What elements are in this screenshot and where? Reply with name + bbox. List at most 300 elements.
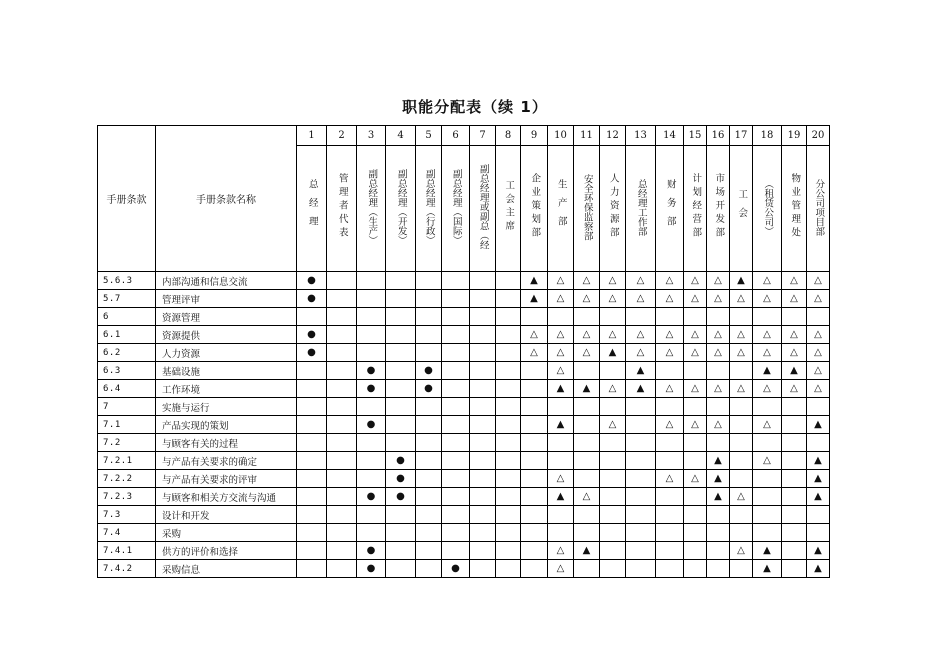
column-number: 4 [386, 126, 416, 146]
clause-name: 资源提供 [156, 326, 297, 344]
responsibility-mark [496, 344, 521, 362]
department-header [496, 146, 521, 272]
responsibility-mark: △ [684, 380, 707, 398]
responsibility-mark [782, 560, 807, 578]
responsibility-mark [600, 488, 626, 506]
responsibility-mark [442, 542, 470, 560]
responsibility-mark [730, 452, 753, 470]
responsibility-mark [442, 308, 470, 326]
responsibility-mark [707, 542, 730, 560]
responsibility-mark: △ [656, 290, 684, 308]
responsibility-mark [496, 362, 521, 380]
responsibility-mark [600, 524, 626, 542]
column-number: 1 [297, 126, 327, 146]
responsibility-mark [416, 416, 442, 434]
responsibility-mark [521, 452, 548, 470]
responsibility-mark [442, 344, 470, 362]
responsibility-mark [386, 344, 416, 362]
responsibility-mark [684, 362, 707, 380]
responsibility-mark: △ [600, 290, 626, 308]
responsibility-mark [357, 398, 386, 416]
responsibility-mark [442, 470, 470, 488]
responsibility-mark [442, 452, 470, 470]
responsibility-mark [684, 524, 707, 542]
responsibility-mark: △ [656, 380, 684, 398]
responsibility-mark [470, 344, 496, 362]
responsibility-mark [297, 560, 327, 578]
responsibility-mark [521, 362, 548, 380]
responsibility-mark [574, 506, 600, 524]
column-number: 12 [600, 126, 626, 146]
clause-code: 7 [98, 398, 156, 416]
department-header [753, 146, 782, 272]
table-row [98, 362, 830, 380]
clause-code: 6 [98, 308, 156, 326]
responsibility-mark: △ [600, 380, 626, 398]
responsibility-mark [327, 470, 357, 488]
responsibility-mark: △ [684, 290, 707, 308]
responsibility-mark [327, 542, 357, 560]
responsibility-mark: △ [656, 326, 684, 344]
responsibility-mark [416, 506, 442, 524]
responsibility-mark [470, 488, 496, 506]
responsibility-mark: ▲ [626, 362, 656, 380]
responsibility-mark [496, 434, 521, 452]
responsibility-mark [496, 452, 521, 470]
responsibility-mark: △ [684, 326, 707, 344]
column-number: 10 [548, 126, 574, 146]
responsibility-mark [753, 398, 782, 416]
responsibility-mark: △ [807, 362, 830, 380]
responsibility-mark [782, 416, 807, 434]
responsibility-mark [496, 326, 521, 344]
responsibility-mark: △ [730, 380, 753, 398]
responsibility-mark [416, 290, 442, 308]
responsibility-mark: △ [548, 542, 574, 560]
responsibility-mark: △ [730, 344, 753, 362]
responsibility-mark [327, 398, 357, 416]
responsibility-mark: △ [782, 344, 807, 362]
responsibility-mark [574, 416, 600, 434]
responsibility-mark [386, 308, 416, 326]
responsibility-mark [416, 470, 442, 488]
responsibility-mark [442, 488, 470, 506]
responsibility-mark [470, 290, 496, 308]
department-label: 工会主席 [503, 180, 515, 234]
clause-code: 7.2.1 [98, 452, 156, 470]
responsibility-mark: ● [297, 344, 327, 362]
responsibility-mark: △ [782, 290, 807, 308]
responsibility-mark [470, 452, 496, 470]
column-number: 15 [684, 126, 707, 146]
department-header [327, 146, 357, 272]
responsibility-mark [707, 506, 730, 524]
responsibility-mark: △ [707, 326, 730, 344]
department-header [600, 146, 626, 272]
responsibility-mark: △ [807, 326, 830, 344]
responsibility-mark: ▲ [707, 452, 730, 470]
responsibility-mark [753, 434, 782, 452]
responsibility-mark: △ [574, 326, 600, 344]
responsibility-mark [656, 506, 684, 524]
responsibility-mark [684, 308, 707, 326]
responsibility-mark [574, 434, 600, 452]
responsibility-mark [574, 560, 600, 578]
responsibility-mark [684, 452, 707, 470]
department-header [297, 146, 327, 272]
responsibility-mark [730, 524, 753, 542]
column-number: 18 [753, 126, 782, 146]
responsibility-mark [386, 434, 416, 452]
responsibility-mark [386, 290, 416, 308]
responsibility-mark [521, 488, 548, 506]
responsibility-mark [684, 560, 707, 578]
responsibility-mark: △ [600, 272, 626, 290]
responsibility-mark [548, 308, 574, 326]
responsibility-mark [684, 488, 707, 506]
responsibility-mark [357, 452, 386, 470]
responsibility-mark [730, 560, 753, 578]
responsibility-mark [707, 560, 730, 578]
responsibility-mark [626, 452, 656, 470]
department-label: （租赁公司） [762, 178, 774, 236]
responsibility-mark [297, 452, 327, 470]
clause-code: 6.3 [98, 362, 156, 380]
responsibility-mark [626, 560, 656, 578]
responsibility-mark: ● [386, 452, 416, 470]
responsibility-mark: △ [730, 488, 753, 506]
responsibility-mark [684, 398, 707, 416]
responsibility-mark [496, 290, 521, 308]
column-number: 3 [357, 126, 386, 146]
responsibility-mark [442, 434, 470, 452]
responsibility-mark [442, 272, 470, 290]
responsibility-mark [470, 362, 496, 380]
responsibility-mark: ● [357, 488, 386, 506]
responsibility-mark [416, 560, 442, 578]
clause-code: 5.6.3 [98, 272, 156, 290]
responsibility-mark [470, 326, 496, 344]
responsibility-mark [626, 308, 656, 326]
table-row [98, 506, 830, 524]
responsibility-mark [496, 416, 521, 434]
responsibility-mark [521, 416, 548, 434]
responsibility-mark [416, 542, 442, 560]
responsibility-mark: △ [626, 326, 656, 344]
responsibility-mark [807, 308, 830, 326]
responsibility-mark [386, 524, 416, 542]
responsibility-mark: △ [574, 488, 600, 506]
responsibility-mark [707, 398, 730, 416]
clause-name: 与产品有关要求的评审 [156, 470, 297, 488]
responsibility-mark: △ [600, 416, 626, 434]
responsibility-mark [656, 362, 684, 380]
responsibility-mark [707, 524, 730, 542]
responsibility-mark [600, 434, 626, 452]
responsibility-mark [357, 524, 386, 542]
responsibility-mark: ● [442, 560, 470, 578]
clause-name: 资源管理 [156, 308, 297, 326]
responsibility-mark [416, 326, 442, 344]
responsibility-mark [626, 488, 656, 506]
responsibility-mark [327, 344, 357, 362]
column-number: 19 [782, 126, 807, 146]
responsibility-mark: △ [656, 470, 684, 488]
table-row [98, 542, 830, 560]
table-row [98, 272, 830, 290]
responsibility-mark [782, 434, 807, 452]
clause-code: 7.2.3 [98, 488, 156, 506]
responsibility-mark: △ [656, 344, 684, 362]
responsibility-mark [327, 452, 357, 470]
clause-code: 5.7 [98, 290, 156, 308]
department-label: 副总经理（开发） [395, 169, 407, 245]
clause-name: 管理评审 [156, 290, 297, 308]
responsibility-mark [521, 308, 548, 326]
responsibility-mark [357, 470, 386, 488]
department-label: 企业策划部 [529, 173, 541, 241]
responsibility-mark: △ [782, 326, 807, 344]
department-label: 副总经理或副总（经 [477, 164, 489, 250]
department-label: 安全环保监察部 [581, 173, 593, 241]
department-header [416, 146, 442, 272]
table-row [98, 434, 830, 452]
responsibility-mark: △ [730, 290, 753, 308]
responsibility-mark [753, 488, 782, 506]
responsibility-mark: △ [807, 290, 830, 308]
responsibility-mark [600, 560, 626, 578]
responsibility-mark [470, 272, 496, 290]
responsibility-mark: △ [626, 290, 656, 308]
responsibility-mark: △ [548, 344, 574, 362]
responsibility-mark [386, 326, 416, 344]
responsibility-mark [600, 506, 626, 524]
clause-name: 工作环境 [156, 380, 297, 398]
responsibility-mark: △ [707, 272, 730, 290]
responsibility-mark [684, 434, 707, 452]
responsibility-mark [496, 470, 521, 488]
responsibility-mark [297, 434, 327, 452]
responsibility-mark [327, 506, 357, 524]
department-header [357, 146, 386, 272]
responsibility-mark [626, 470, 656, 488]
responsibility-mark [521, 470, 548, 488]
responsibility-mark: △ [521, 326, 548, 344]
department-label: 副总经理（生产） [366, 169, 378, 245]
responsibility-mark [470, 524, 496, 542]
responsibility-mark [386, 416, 416, 434]
responsibility-mark: △ [753, 290, 782, 308]
responsibility-mark: ▲ [600, 344, 626, 362]
responsibility-mark [753, 308, 782, 326]
clause-name: 人力资源 [156, 344, 297, 362]
responsibility-mark [684, 542, 707, 560]
responsibility-mark [807, 434, 830, 452]
responsibility-mark: ▲ [626, 380, 656, 398]
responsibility-mark: △ [626, 272, 656, 290]
department-header [548, 146, 574, 272]
table-row [98, 524, 830, 542]
table-row [98, 380, 830, 398]
responsibility-mark [442, 398, 470, 416]
responsibility-mark [442, 362, 470, 380]
responsibility-mark [327, 416, 357, 434]
responsibility-mark [548, 524, 574, 542]
clause-code: 6.4 [98, 380, 156, 398]
responsibility-mark [656, 524, 684, 542]
responsibility-mark: △ [548, 362, 574, 380]
responsibility-mark [327, 308, 357, 326]
responsibility-mark [496, 524, 521, 542]
clause-name: 采购 [156, 524, 297, 542]
clause-name: 实施与运行 [156, 398, 297, 416]
responsibility-mark [548, 434, 574, 452]
clause-name: 基础设施 [156, 362, 297, 380]
responsibility-mark: △ [730, 542, 753, 560]
column-number: 7 [470, 126, 496, 146]
clause-name: 内部沟通和信息交流 [156, 272, 297, 290]
department-label: 财务部 [664, 179, 676, 235]
responsibility-mark: ▲ [707, 488, 730, 506]
responsibility-mark [496, 506, 521, 524]
responsibility-mark: ● [386, 488, 416, 506]
responsibility-mark [548, 398, 574, 416]
column-number: 14 [656, 126, 684, 146]
column-number: 8 [496, 126, 521, 146]
function-allocation-table [97, 125, 830, 578]
responsibility-mark [470, 470, 496, 488]
responsibility-mark: △ [730, 326, 753, 344]
responsibility-mark [782, 542, 807, 560]
column-number: 17 [730, 126, 753, 146]
responsibility-mark: ● [386, 470, 416, 488]
responsibility-mark [574, 308, 600, 326]
responsibility-mark [442, 416, 470, 434]
table-row [98, 452, 830, 470]
responsibility-mark: △ [548, 470, 574, 488]
responsibility-mark [416, 272, 442, 290]
responsibility-mark [416, 488, 442, 506]
responsibility-mark [327, 380, 357, 398]
responsibility-mark [386, 272, 416, 290]
table-row [98, 560, 830, 578]
responsibility-mark [753, 506, 782, 524]
responsibility-mark [442, 524, 470, 542]
responsibility-mark [807, 524, 830, 542]
responsibility-mark: ▲ [807, 470, 830, 488]
responsibility-mark: △ [707, 290, 730, 308]
responsibility-mark [416, 434, 442, 452]
clause-code: 6.1 [98, 326, 156, 344]
department-header [707, 146, 730, 272]
responsibility-mark: △ [753, 452, 782, 470]
responsibility-mark: ● [357, 542, 386, 560]
responsibility-mark: △ [548, 560, 574, 578]
table-row [98, 290, 830, 308]
responsibility-mark [416, 524, 442, 542]
responsibility-mark: △ [600, 326, 626, 344]
responsibility-mark: ▲ [548, 380, 574, 398]
responsibility-mark: △ [753, 326, 782, 344]
responsibility-mark: ▲ [807, 542, 830, 560]
department-header [521, 146, 548, 272]
responsibility-mark [782, 452, 807, 470]
department-header [470, 146, 496, 272]
department-label: 市场开发部 [713, 173, 725, 241]
responsibility-mark [600, 470, 626, 488]
table-row [98, 470, 830, 488]
department-header [807, 146, 830, 272]
responsibility-mark [470, 398, 496, 416]
department-header [656, 146, 684, 272]
responsibility-mark [574, 398, 600, 416]
clause-name: 与顾客有关的过程 [156, 434, 297, 452]
responsibility-mark [521, 542, 548, 560]
department-label: 管理者代表 [336, 173, 348, 241]
column-number: 11 [574, 126, 600, 146]
responsibility-mark [626, 434, 656, 452]
responsibility-mark [548, 506, 574, 524]
responsibility-mark [707, 434, 730, 452]
responsibility-mark [600, 308, 626, 326]
responsibility-mark: △ [707, 344, 730, 362]
department-label: 生产部 [555, 179, 567, 235]
responsibility-mark [327, 560, 357, 578]
responsibility-mark [416, 398, 442, 416]
responsibility-mark: △ [684, 272, 707, 290]
responsibility-mark: △ [807, 344, 830, 362]
responsibility-mark: △ [656, 416, 684, 434]
clause-code: 7.2 [98, 434, 156, 452]
responsibility-mark: ● [297, 272, 327, 290]
department-label: 计划经营部 [690, 173, 702, 241]
column-number: 6 [442, 126, 470, 146]
responsibility-mark [297, 398, 327, 416]
header-clause-code: 手册条款 [98, 126, 156, 272]
responsibility-mark: ▲ [548, 488, 574, 506]
column-number: 2 [327, 126, 357, 146]
responsibility-mark [656, 542, 684, 560]
table-row [98, 308, 830, 326]
responsibility-mark: △ [707, 416, 730, 434]
responsibility-mark [496, 488, 521, 506]
responsibility-mark [470, 380, 496, 398]
responsibility-mark [470, 416, 496, 434]
page-title: 职能分配表（续 1） [402, 98, 548, 116]
responsibility-mark: △ [684, 344, 707, 362]
department-label: 人力资源部 [607, 173, 619, 241]
responsibility-mark [442, 290, 470, 308]
responsibility-mark [656, 560, 684, 578]
clause-code: 7.4.1 [98, 542, 156, 560]
responsibility-mark [297, 524, 327, 542]
responsibility-mark: ▲ [521, 290, 548, 308]
responsibility-mark: ● [357, 560, 386, 578]
responsibility-mark: ▲ [753, 560, 782, 578]
department-label: 总经理工作部 [635, 178, 647, 236]
clause-code: 6.2 [98, 344, 156, 362]
responsibility-mark: △ [574, 272, 600, 290]
table-row [98, 416, 830, 434]
responsibility-mark [521, 380, 548, 398]
responsibility-mark [496, 272, 521, 290]
responsibility-mark: ▲ [782, 362, 807, 380]
responsibility-mark [297, 416, 327, 434]
department-header [626, 146, 656, 272]
responsibility-mark [327, 290, 357, 308]
responsibility-mark [656, 398, 684, 416]
responsibility-mark: ● [416, 362, 442, 380]
